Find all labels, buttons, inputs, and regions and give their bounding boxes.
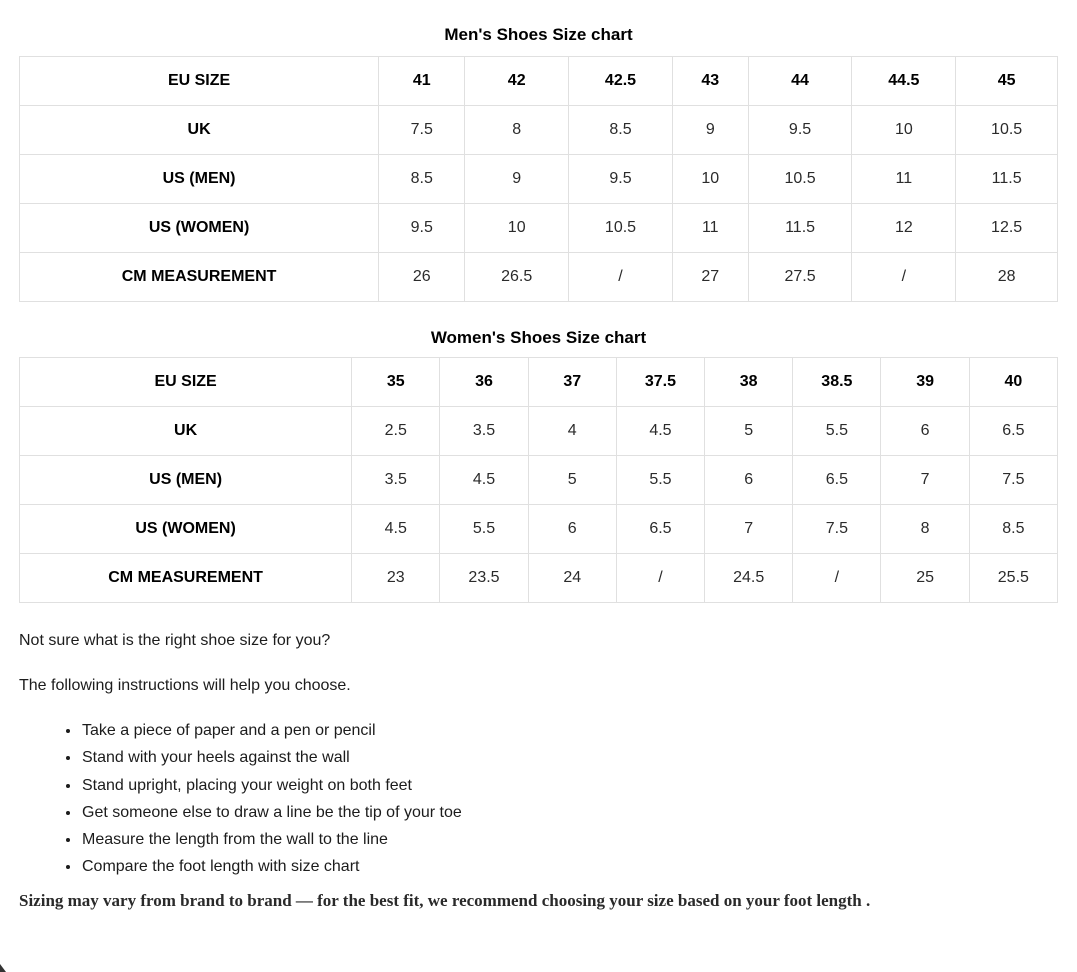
table-row [20, 505, 1058, 554]
size-value-cell: / [616, 554, 704, 603]
size-value-cell: 5.5 [440, 505, 528, 554]
size-value-cell: 8.5 [379, 155, 465, 204]
size-guide-page [0, 24, 1077, 911]
size-value-cell: 40 [969, 358, 1057, 407]
cutoff-glyph-artifact [0, 964, 6, 972]
size-value-cell: 9.5 [379, 204, 465, 253]
size-value-cell: 25 [881, 554, 969, 603]
table-row [20, 106, 1058, 155]
size-value-cell: 10 [672, 155, 748, 204]
size-value-cell: 10.5 [956, 106, 1058, 155]
row-label-cell: US (MEN) [20, 456, 352, 505]
size-value-cell: 8 [881, 505, 969, 554]
size-value-cell: 4 [528, 407, 616, 456]
size-value-cell: 44.5 [852, 57, 956, 106]
row-label-cell: EU SIZE [20, 57, 379, 106]
size-value-cell: 8 [465, 106, 569, 155]
size-value-cell: 8.5 [569, 106, 673, 155]
size-value-cell: 9.5 [748, 106, 852, 155]
table-row [20, 554, 1058, 603]
size-value-cell: 38.5 [793, 358, 881, 407]
size-value-cell: 28 [956, 253, 1058, 302]
table-row [20, 57, 1058, 106]
row-label-cell: CM MEASUREMENT [20, 554, 352, 603]
instruction-step: • Compare the foot length with size chart [81, 853, 1058, 880]
mens-size-table [19, 56, 1058, 302]
womens-table-title: Women's Shoes Size chart [430, 328, 647, 347]
size-value-cell: 10 [852, 106, 956, 155]
size-value-cell: 10.5 [748, 155, 852, 204]
size-value-cell: 25.5 [969, 554, 1057, 603]
size-value-cell: 8.5 [969, 505, 1057, 554]
size-value-cell: 41 [379, 57, 465, 106]
size-value-cell: 6.5 [969, 407, 1057, 456]
intro-lead: The following instructions will help you choose. [19, 677, 351, 694]
table-row [20, 253, 1058, 302]
size-value-cell: 38 [705, 358, 793, 407]
size-value-cell: 37 [528, 358, 616, 407]
size-value-cell: / [852, 253, 956, 302]
size-value-cell: 6 [881, 407, 969, 456]
size-value-cell: 7 [705, 505, 793, 554]
size-value-cell: 12.5 [956, 204, 1058, 253]
size-value-cell: 27 [672, 253, 748, 302]
instruction-step: • Stand upright, placing your weight on both feet [81, 772, 1058, 799]
mens-table-title: Men's Shoes Size chart [444, 25, 633, 44]
size-value-cell: 24.5 [705, 554, 793, 603]
table-row [20, 407, 1058, 456]
row-label-cell: EU SIZE [20, 358, 352, 407]
size-value-cell: 7.5 [969, 456, 1057, 505]
size-value-cell: 37.5 [616, 358, 704, 407]
size-value-cell: 6 [705, 456, 793, 505]
size-value-cell: 9 [672, 106, 748, 155]
womens-size-table [19, 357, 1058, 603]
size-value-cell: 26 [379, 253, 465, 302]
size-value-cell: 5.5 [793, 407, 881, 456]
size-value-cell: 44 [748, 57, 852, 106]
size-value-cell: 2.5 [352, 407, 440, 456]
intro-question: Not sure what is the right shoe size for you? [19, 632, 331, 649]
size-value-cell: 7 [881, 456, 969, 505]
instruction-step: • Get someone else to draw a line be the tip of your toe [81, 799, 1058, 826]
size-value-cell: / [793, 554, 881, 603]
size-value-cell: 43 [672, 57, 748, 106]
size-value-cell: 7.5 [793, 505, 881, 554]
size-value-cell: 10.5 [569, 204, 673, 253]
size-value-cell: 4.5 [616, 407, 704, 456]
size-value-cell: 24 [528, 554, 616, 603]
size-value-cell: 4.5 [440, 456, 528, 505]
size-value-cell: 4.5 [352, 505, 440, 554]
size-value-cell: 9.5 [569, 155, 673, 204]
size-value-cell: 35 [352, 358, 440, 407]
size-value-cell: 45 [956, 57, 1058, 106]
table-row [20, 456, 1058, 505]
size-value-cell: 26.5 [465, 253, 569, 302]
size-value-cell: 39 [881, 358, 969, 407]
size-value-cell: 23 [352, 554, 440, 603]
size-value-cell: 42.5 [569, 57, 673, 106]
size-value-cell: 36 [440, 358, 528, 407]
size-value-cell: 3.5 [440, 407, 528, 456]
size-value-cell: 6.5 [616, 505, 704, 554]
size-value-cell: 6 [528, 505, 616, 554]
instruction-step: • Stand with your heels against the wall [81, 744, 1058, 771]
size-value-cell: 11.5 [956, 155, 1058, 204]
sizing-note: Sizing may vary from brand to brand — for the best fit, we recommend choosing your size based on your foot length . [19, 890, 871, 910]
row-label-cell: US (MEN) [20, 155, 379, 204]
row-label-cell: CM MEASUREMENT [20, 253, 379, 302]
size-value-cell: 5 [705, 407, 793, 456]
row-label-cell: UK [20, 106, 379, 155]
instruction-step: • Measure the length from the wall to the line [81, 826, 1058, 853]
size-value-cell: 5 [528, 456, 616, 505]
size-value-cell: 10 [465, 204, 569, 253]
instruction-steps-list [19, 717, 1058, 881]
row-label-cell: US (WOMEN) [20, 505, 352, 554]
size-value-cell: 11.5 [748, 204, 852, 253]
size-value-cell: 11 [852, 155, 956, 204]
size-value-cell: 9 [465, 155, 569, 204]
size-value-cell: 5.5 [616, 456, 704, 505]
instruction-step: • Take a piece of paper and a pen or pencil [81, 717, 1058, 744]
table-row [20, 358, 1058, 407]
size-value-cell: 11 [672, 204, 748, 253]
size-value-cell: 23.5 [440, 554, 528, 603]
size-value-cell: 3.5 [352, 456, 440, 505]
table-row [20, 155, 1058, 204]
table-row [20, 204, 1058, 253]
size-value-cell: 7.5 [379, 106, 465, 155]
size-value-cell: / [569, 253, 673, 302]
row-label-cell: UK [20, 407, 352, 456]
size-value-cell: 27.5 [748, 253, 852, 302]
row-label-cell: US (WOMEN) [20, 204, 379, 253]
size-value-cell: 12 [852, 204, 956, 253]
size-value-cell: 6.5 [793, 456, 881, 505]
size-value-cell: 42 [465, 57, 569, 106]
